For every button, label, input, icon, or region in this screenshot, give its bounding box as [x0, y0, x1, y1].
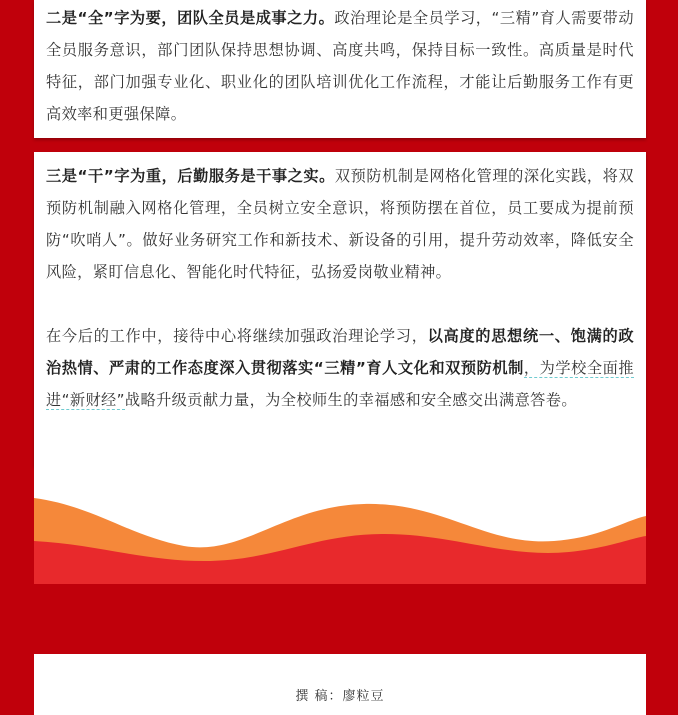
decorative-wave-banner — [34, 466, 646, 590]
section-two-heading: 二是“全”字为要，团队全员是成事之力。 — [46, 9, 335, 27]
section-two-card — [34, 0, 646, 138]
wave-graphic — [34, 466, 646, 590]
new-finance-link[interactable]: ，为学校全面推进“新财经” — [46, 359, 634, 409]
section-three-body: 双预防机制是网格化管理的深化实践，将双预防机制融入网格化管理，全员树立安全意识，将预防摆在首位，员工要成为提前预防“吹哨人”。做好业务研究工作和新技术、新设备的引用，提升劳动效率，降低安全风险，紧盯信息化、智能化时代特征，弘扬爱岗敬业精神。 — [46, 167, 634, 281]
conclusion-emphasis: 以高度的思想统一、饱满的政治热情、严肃的工作态度深入贯彻落实“三精”育人文化和双预防机制 — [46, 327, 634, 377]
paragraph-spacer — [46, 288, 634, 320]
conclusion-intro: 在今后的工作中，接待中心将继续加强政治理论学习， — [46, 327, 428, 345]
footer-card — [34, 654, 646, 715]
section-three-paragraph — [46, 160, 634, 288]
section-three-heading: 三是“干”字为重，后勤服务是干事之实。 — [46, 167, 335, 185]
author-credit: 撰 稿：廖粒豆 — [295, 689, 385, 704]
conclusion-outro: 战略升级贡献力量，为全校师生的幸福感和安全感交出满意答卷。 — [124, 391, 577, 409]
section-two-body: 政治理论是全员学习，“三精”育人需要带动全员服务意识，部门团队保持思想协调、高度共鸣，保持目标一致性。高质量是时代特征，部门加强专业化、职业化的团队培训优化工作流程，才能让后勤服务工作有更高效率和更强保障。 — [46, 9, 634, 123]
section-three-card — [34, 152, 646, 466]
conclusion-paragraph — [46, 320, 634, 416]
section-two-paragraph — [46, 2, 634, 130]
wave-base-band — [34, 584, 646, 590]
